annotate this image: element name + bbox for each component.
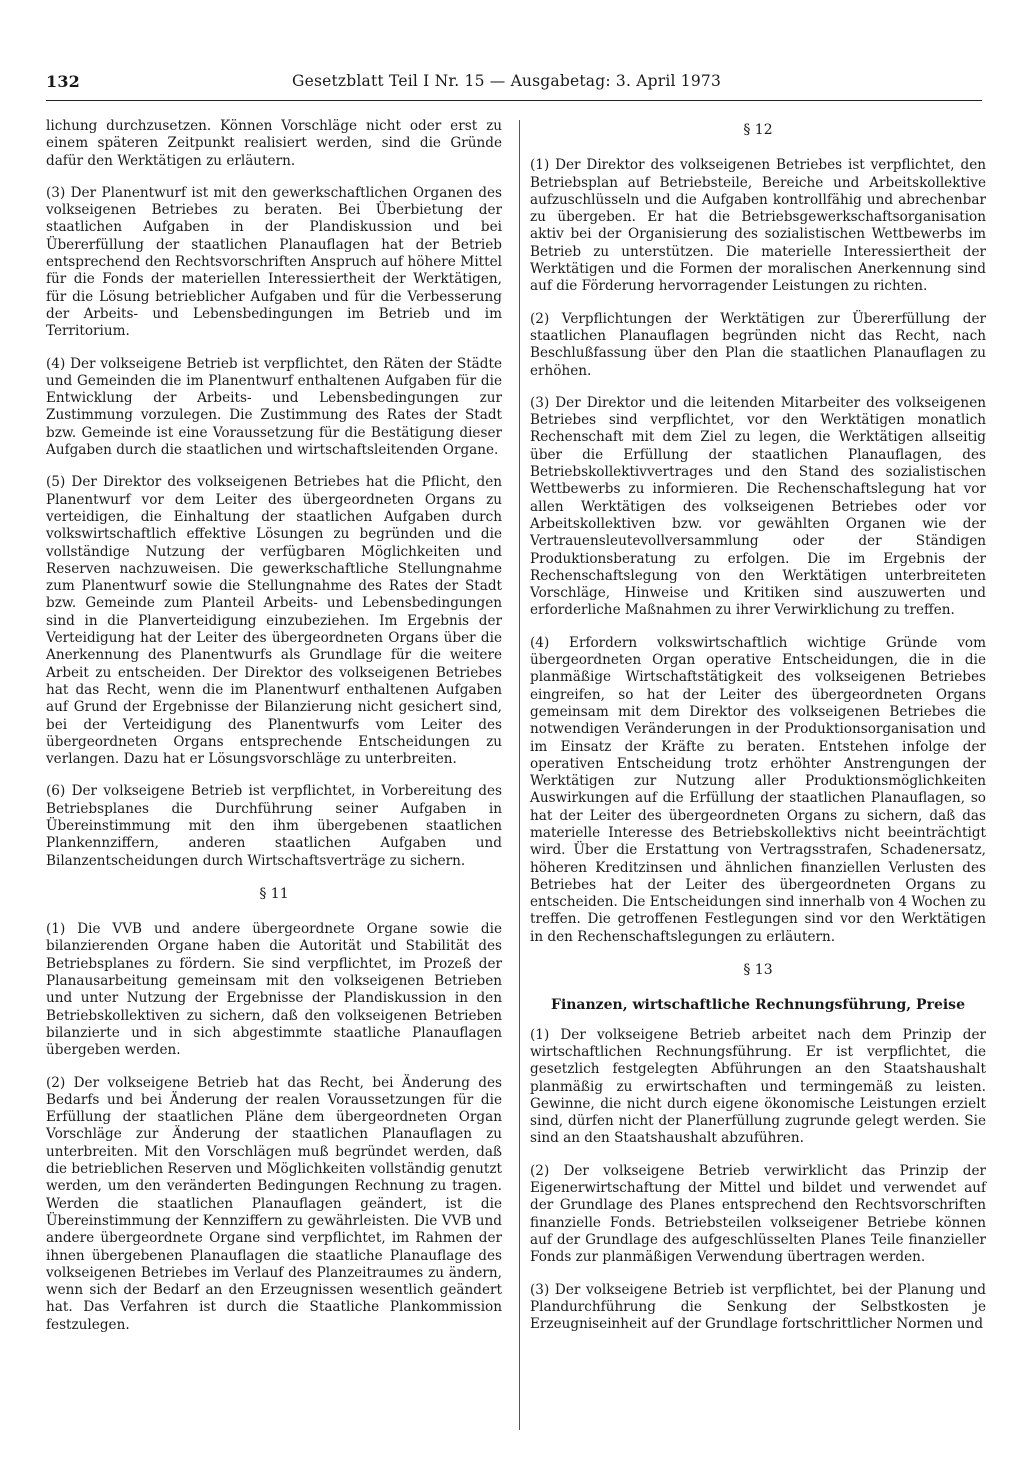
paragraph-continuation: lichung durchzusetzen. Können Vorschläge nicht oder erst zu einem späteren Zeitpunkt realisiert werden, sind die Gründe dafür den Werktätigen zu erläutern. [46, 118, 502, 169]
column-separator [519, 120, 520, 1430]
paragraph-11-1: (1) Die VVB und andere übergeordnete Organe sowie die bilanzierenden Organe haben die Autorität und Stabilität des Betriebsplanes zu fördern. Sie sind verpflichtet, im Prozeß der Planausarbeitung gemeinsam mit den volkseigenen Betrieben und unter Nutzung der Ergebnisse der Plandiskussion in den Betriebskollektiven zu sichern, daß den volkseigenen Betrieben bilanzierte und in sich abgestimmte staatliche Planauflagen übergeben werden. [46, 921, 502, 1059]
paragraph-10-4: (4) Der volkseigene Betrieb ist verpflichtet, den Räten der Städte und Gemeinden die im Planentwurf enthaltenen Aufgaben für die Entwicklung der Arbeits- und Lebensbedingungen zur Zustimmung vorzulegen. Die Zustimmung des Rates der Stadt bzw. Gemeinde ist eine Voraussetzung für die Bestätigung dieser Aufgaben durch die staatlichen und wirtschaftsleitenden Organe. [46, 355, 502, 459]
paragraph-12-1: (1) Der Direktor des volkseigenen Betriebes ist verpflichtet, den Betriebsplan auf Betriebsteile, Bereiche und Arbeitskollektive aufzuschlüsseln und die Aufgaben kontrollfähig und abrechenbar zu übergeben. Er hat die Betriebsgewerkschaftsorganisation aktiv bei der Organisierung des sozialistischen Wettbewerbs im Betrieb zu unterstützen. Die materielle Interessiertheit der Werktätigen und die Formen der moralischen Anerkennung sind auf die Förderung hervorragender Leistungen zu richten. [530, 157, 986, 295]
paragraph-13-2: (2) Der volkseigene Betrieb verwirklicht das Prinzip der Eigenerwirtschaftung der Mittel und bildet und verwendet auf der Grundlage des Planes entsprechend den Rechtsvorschriften finanzielle Fonds. Betriebsteilen volkseigener Betriebe können auf der Grundlage des aufgeschlüsselten Planes Teile finanzieller Fonds zur planmäßigen Verwendung übertragen werden. [530, 1162, 986, 1266]
running-title: Gesetzblatt Teil I Nr. 15 — Ausgabetag: 3. April 1973 [292, 72, 722, 90]
paragraph-12-2: (2) Verpflichtungen der Werktätigen zur Übererfüllung der staatlichen Planauflagen begründen nicht das Recht, nach Beschlußfassung über den Plan die staatlichen Planauflagen zu erhöhen. [530, 310, 986, 379]
header-rule [46, 100, 982, 101]
page-header [46, 72, 982, 98]
left-column [46, 118, 502, 1349]
paragraph-10-6: (6) Der volkseigene Betrieb ist verpflichtet, in Vorbereitung des Betriebsplanes die Durchführung seiner Aufgaben in Übereinstimmung mit den ihm übergebenen staatlichen Plankennziffern, anderen staatlichen Aufgaben und Bilanzentscheidungen durch Wirtschaftsverträge zu sichern. [46, 783, 502, 869]
paragraph-10-5: (5) Der Direktor des volkseigenen Betriebes hat die Pflicht, den Planentwurf vor dem Leiter des übergeordneten Organs zu verteidigen, die Einhaltung der staatlichen Aufgaben durch volkswirtschaftlich effektive Lösungen zu begründen und die vollständige Nutzung der verfügbaren Möglichkeiten und Reserven nachzuweisen. Die gewerkschaftliche Stellungnahme zum Planentwurf sowie die Stellungnahme des Rates der Stadt bzw. Gemeinde zum Planteil Arbeits- und Lebensbedingungen sind in die Planverteidigung einzubeziehen. Im Ergebnis der Verteidigung hat der Leiter des übergeordneten Organs über die Anerkennung des Planentwurfs als Grundlage für die weitere Arbeit zu entscheiden. Der Direktor des volkseigenen Betriebes hat das Recht, wenn die im Planentwurf enthaltenen Aufgaben auf Grund der Ergebnisse der Bilanzierung nicht gesichert sind, bei der Verteidigung des Planentwurfs vom Leiter des übergeordneten Organs entsprechende Entscheidungen zu verlangen. Dazu hat er Lösungsvorschläge zu unterbreiten. [46, 474, 502, 768]
paragraph-13-1: (1) Der volkseigene Betrieb arbeitet nach dem Prinzip der wirtschaftlichen Rechnungsführung. Er ist verpflichtet, die gesetzlich festgelegten Abführungen an den Staatshaushalt planmäßig zu erwirtschaften und termingemäß zu leisten. Gewinne, die nicht durch eigene ökonomische Leistungen erzielt sind, dürfen nicht der Planerfüllung zugrunde gelegt werden. Sie sind an den Staatshaushalt abzuführen. [530, 1026, 986, 1147]
section-11-title: § 11 [259, 885, 289, 902]
section-13-heading: Finanzen, wirtschaftliche Rechnungsführung, Preise [551, 997, 965, 1014]
right-column [530, 118, 986, 1348]
paragraph-11-2: (2) Der volkseigene Betrieb hat das Recht, bei Änderung des Bedarfs und bei Änderung der realen Voraussetzungen für die Erfüllung der staatlichen Pläne dem übergeordneten Organ Vorschläge zur Änderung der staatlichen Planauflagen zu unterbreiten. Mit den Vorschlägen muß begründet werden, daß die betrieblichen Reserven und Möglichkeiten vollständig genutzt werden, um den veränderten Bedingungen Rechnung zu tragen. Werden die staatlichen Planauflagen geändert, ist die Übereinstimmung der Kennziffern zu gewährleisten. Die VVB und andere übergeordnete Organe sind verpflichtet, im Rahmen der ihnen übergebenen Planauflagen die staatliche Planauflage des volkseigenen Betriebes im Verlauf des Planzeitraumes zu ändern, wenn sich der Bedarf an den Erzeugnissen wesentlich geändert hat. Das Verfahren ist durch die Staatliche Plankommission festzulegen. [46, 1074, 502, 1333]
paragraph-10-3: (3) Der Planentwurf ist mit den gewerkschaftlichen Organen des volkseigenen Betriebes zu beraten. Bei Überbietung der staatlichen Aufgaben in der Plandiskussion und bei Übererfüllung der staatlichen Planauflagen hat der Betrieb entsprechend den Rechtsvorschriften Anspruch auf höhere Mittel für die Fonds der materiellen Interessiertheit der Werktätigen, für die Lösung betrieblicher Aufgaben und für die Verbesserung der Arbeits- und Lebensbedingungen im Betrieb und im Territorium. [46, 184, 502, 340]
paragraph-12-4: (4) Erfordern volkswirtschaftlich wichtige Gründe vom übergeordneten Organ operative Entscheidungen, die in die planmäßige Wirtschaftstätigkeit des volkseigenen Betriebes eingreifen, so hat der Leiter des übergeordneten Organs gemeinsam mit dem Direktor des volkseigenen Betriebes die notwendigen Veränderungen in der Produktionsorganisation und im Einsatz der Kräfte zu beraten. Entstehen infolge der operativen Entscheidung trotz erhöhter Anstrengungen der Werktätigen zur Nutzung aller Produktionsmöglichkeiten Auswirkungen auf die Erfüllung der staatlichen Planauflagen, so hat der Leiter des übergeordneten Organs zu sichern, daß das materielle Interesse des Betriebskollektivs nicht beeinträchtigt wird. Über die Erstattung von Vertragsstrafen, Schadenersatz, höheren Kreditzinsen und ähnlichen finanziellen Verlusten des Betriebes hat der Leiter des übergeordneten Organs zu entscheiden. Die Entscheidungen sind innerhalb von 4 Wochen zu treffen. Die getroffenen Festlegungen sind vor den Werktätigen in den Rechenschaftslegungen zu erläutern. [530, 634, 986, 945]
paragraph-12-3: (3) Der Direktor und die leitenden Mitarbeiter des volkseigenen Betriebes sind verpflichtet, vor den Werktätigen monatlich Rechenschaft mit dem Ziel zu legen, die Werktätigen allseitig über die Erfüllung der staatlichen Planauflagen, des Betriebskollektivvertrages und den Stand des sozialistischen Wettbewerbs zu informieren. Die Rechenschaftslegung hat vor allen Werktätigen des volkseigenen Betriebes oder vor Arbeitskollektiven bzw. vor gewählten Organen wie der Vertrauensleutevollversammlung oder der Ständigen Produktionsberatung zu erfolgen. Die im Ergebnis der Rechenschaftslegung von den Werktätigen unterbreiteten Vorschläge, Hinweise und Kritiken sind auszuwerten und erforderliche Maßnahmen zu ihrer Verwirklichung zu treffen. [530, 394, 986, 619]
section-12-title: § 12 [743, 122, 773, 138]
section-13-title: § 13 [743, 962, 773, 979]
page-number: 132 [46, 72, 80, 91]
paragraph-13-3: (3) Der volkseigene Betrieb ist verpflichtet, bei der Planung und Plandurchführung die Senkung der Selbstkosten je Erzeugniseinheit auf der Grundlage fortschrittlicher Normen und [530, 1281, 986, 1333]
